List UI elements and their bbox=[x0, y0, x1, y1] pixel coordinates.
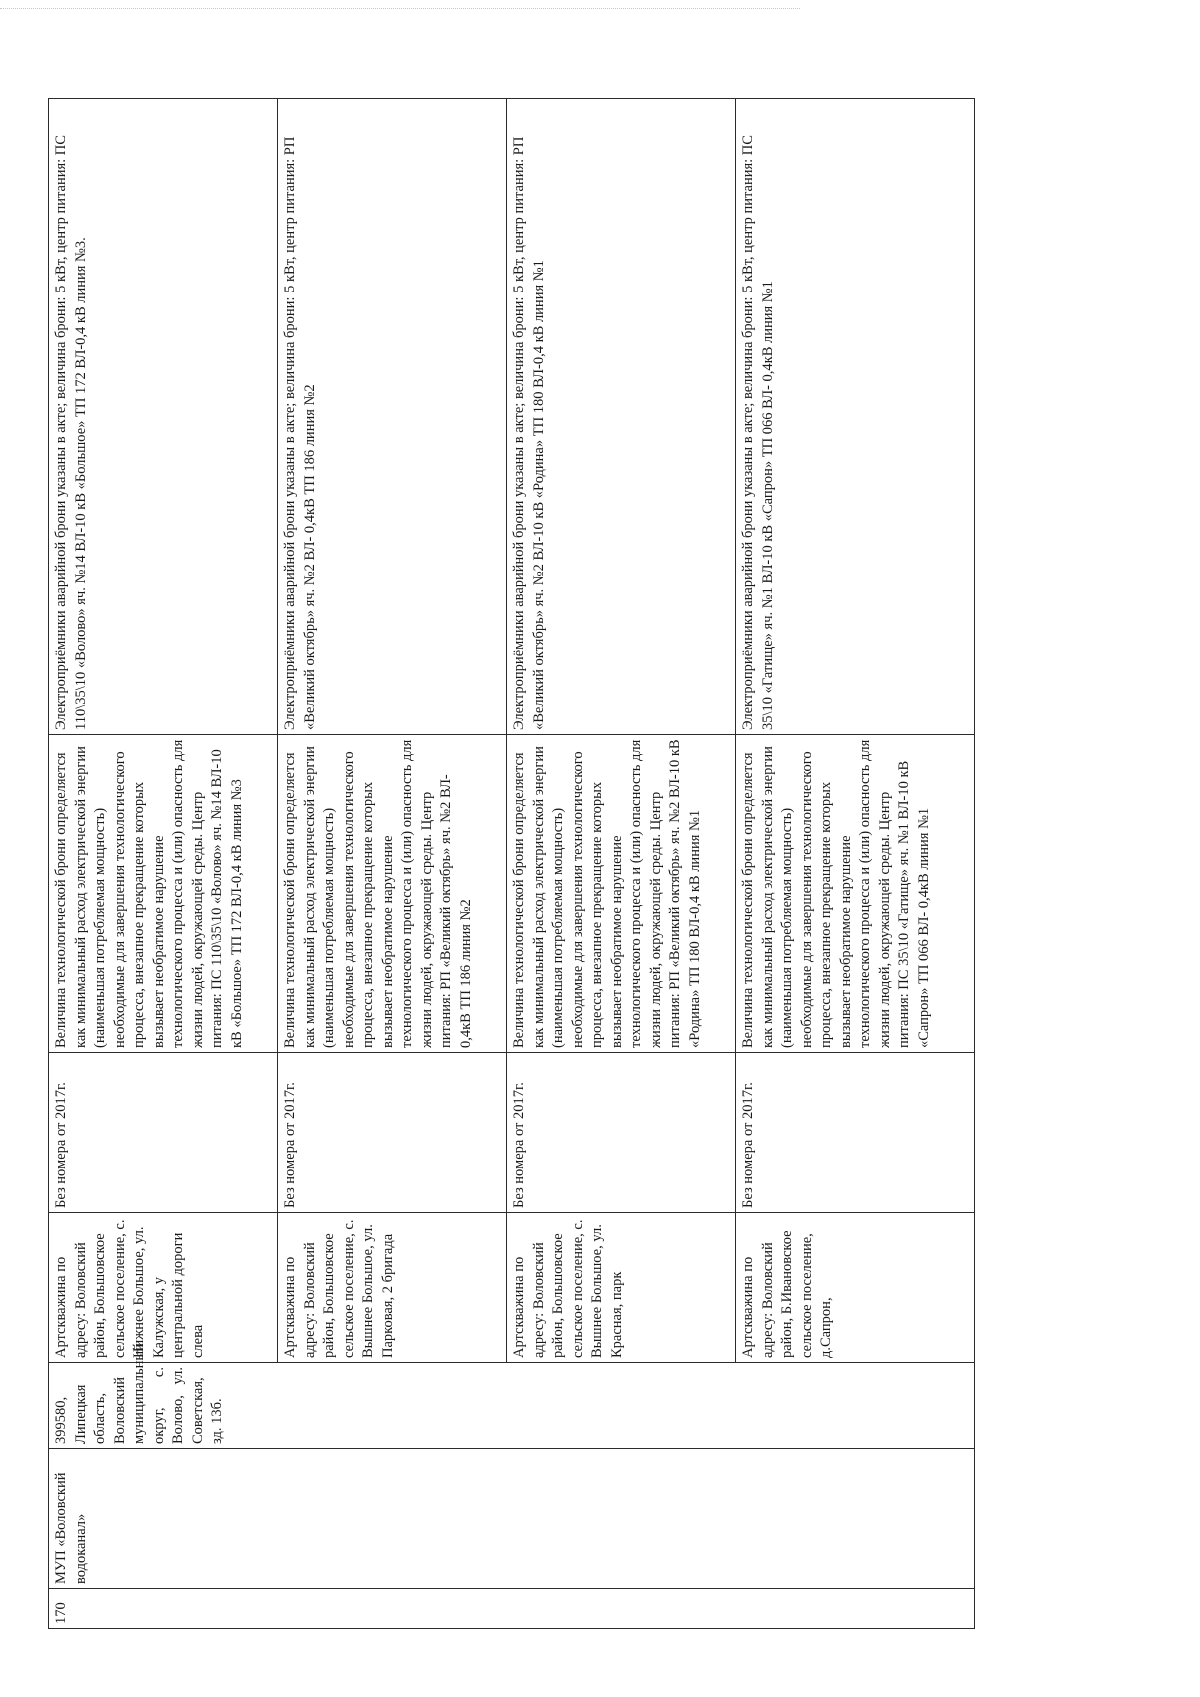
tech-reserve-cell: Величина технологической брони определяется как минимальный расход электрической энергии (наименьшая потребляемая мощность) необходимые для завершения технологического процесса, внезапное прекращение которых вызывает необратимое нарушение технологического процесса и (или) опасность для жизни людей, окружающей среды. Центр питания: ПС 110\35\10 «Волово» яч. №14 ВЛ-10 кВ «Большое» ТП 172 ВЛ-0,4 кВ линия №3 bbox=[49, 735, 278, 1053]
address-cell: 399580, Липецкая область, Воловский муниципальный округ, с. Волово, ул. Советская, зд. 13б. bbox=[49, 1363, 975, 1449]
object-cell: Артскважина по адресу: Воловский район, Большовское сельское поселение, с. Нижнее Большое, ул. Калужская, у центральной дороги слева bbox=[49, 1213, 278, 1363]
emergency-reserve-cell: Электроприёмники аварийной брони указаны в акте; величина брони: 5 кВт, центр питания: РП «Великий октябрь» яч. №2 ВЛ- 0,4кВ ТП 186 линия №2 bbox=[278, 99, 507, 735]
document-cell: Без номера от 2017г. bbox=[736, 1053, 975, 1213]
rotated-page bbox=[0, 57, 1200, 1697]
document-cell: Без номера от 2017г. bbox=[49, 1053, 278, 1213]
emergency-reserve-cell: Электроприёмники аварийной брони указаны в акте; величина брони: 5 кВт, центр питания: РП «Великий октябрь» яч. №2 ВЛ-10 кВ «Родина» ТП 180 ВЛ-0,4 кВ линия №1 bbox=[507, 99, 736, 735]
document-cell: Без номера от 2017г. bbox=[507, 1053, 736, 1213]
tech-reserve-cell: Величина технологической брони определяется как минимальный расход электрической энергии (наименьшая потребляемая мощность) необходимые для завершения технологического процесса, внезапное прекращение которых вызывает необратимое нарушение технологического процесса и (или) опасность для жизни людей, окружающей среды. Центр питания: РП «Великий октябрь» яч. №2 ВЛ-10 кВ «Родина» ТП 180 ВЛ-0,4 кВ линия №1 bbox=[507, 735, 736, 1053]
document-cell: Без номера от 2017г. bbox=[278, 1053, 507, 1213]
organization-cell: МУП «Воловский водоканал» bbox=[49, 1449, 975, 1589]
emergency-reserve-cell: Электроприёмники аварийной брони указаны в акте; величина брони: 5 кВт, центр питания: ПС 35\10 «Гатище» яч. №1 ВЛ-10 кВ «Сапрон» ТП 066 ВЛ- 0,4кВ линия №1 bbox=[736, 99, 975, 735]
reserve-table bbox=[48, 98, 975, 1629]
object-cell: Артскважина по адресу: Воловский район, Большовское сельское поселение, с. Вышнее Большое, ул. Красная, парк bbox=[507, 1213, 736, 1363]
table-row bbox=[49, 99, 278, 1629]
scan-edge-line bbox=[0, 8, 800, 9]
tech-reserve-cell: Величина технологической брони определяется как минимальный расход электрической энергии (наименьшая потребляемая мощность) необходимые для завершения технологического процесса, внезапное прекращение которых вызывает необратимое нарушение технологического процесса и (или) опасность для жизни людей, окружающей среды. Центр питания: ПС 35\10 «Гатище» яч. №1 ВЛ-10 кВ «Сапрон» ТП 066 ВЛ- 0,4кВ линия №1 bbox=[736, 735, 975, 1053]
object-cell: Артскважина по адресу: Воловский район, Большовское сельское поселение, с. Вышнее Большое, ул. Парковая, 2 бригада bbox=[278, 1213, 507, 1363]
object-cell: Артскважина по адресу: Воловский район, Б.Ивановское сельское поселение, д.Сапрон, bbox=[736, 1213, 975, 1363]
tech-reserve-cell: Величина технологической брони определяется как минимальный расход электрической энергии (наименьшая потребляемая мощность) необходимые для завершения технологического процесса, внезапное прекращение которых вызывает необратимое нарушение технологического процесса и (или) опасность для жизни людей, окружающей среды. Центр питания: РП «Великий октябрь» яч. №2 ВЛ- 0,4кВ ТП 186 линия №2 bbox=[278, 735, 507, 1053]
record-number-cell: 170 bbox=[49, 1589, 975, 1629]
emergency-reserve-cell: Электроприёмники аварийной брони указаны в акте; величина брони: 5 кВт, центр питания: ПС 110\35\10 «Волово» яч. №14 ВЛ-10 кВ «Большое» ТП 172 ВЛ-0,4 кВ линия №3. bbox=[49, 99, 278, 735]
